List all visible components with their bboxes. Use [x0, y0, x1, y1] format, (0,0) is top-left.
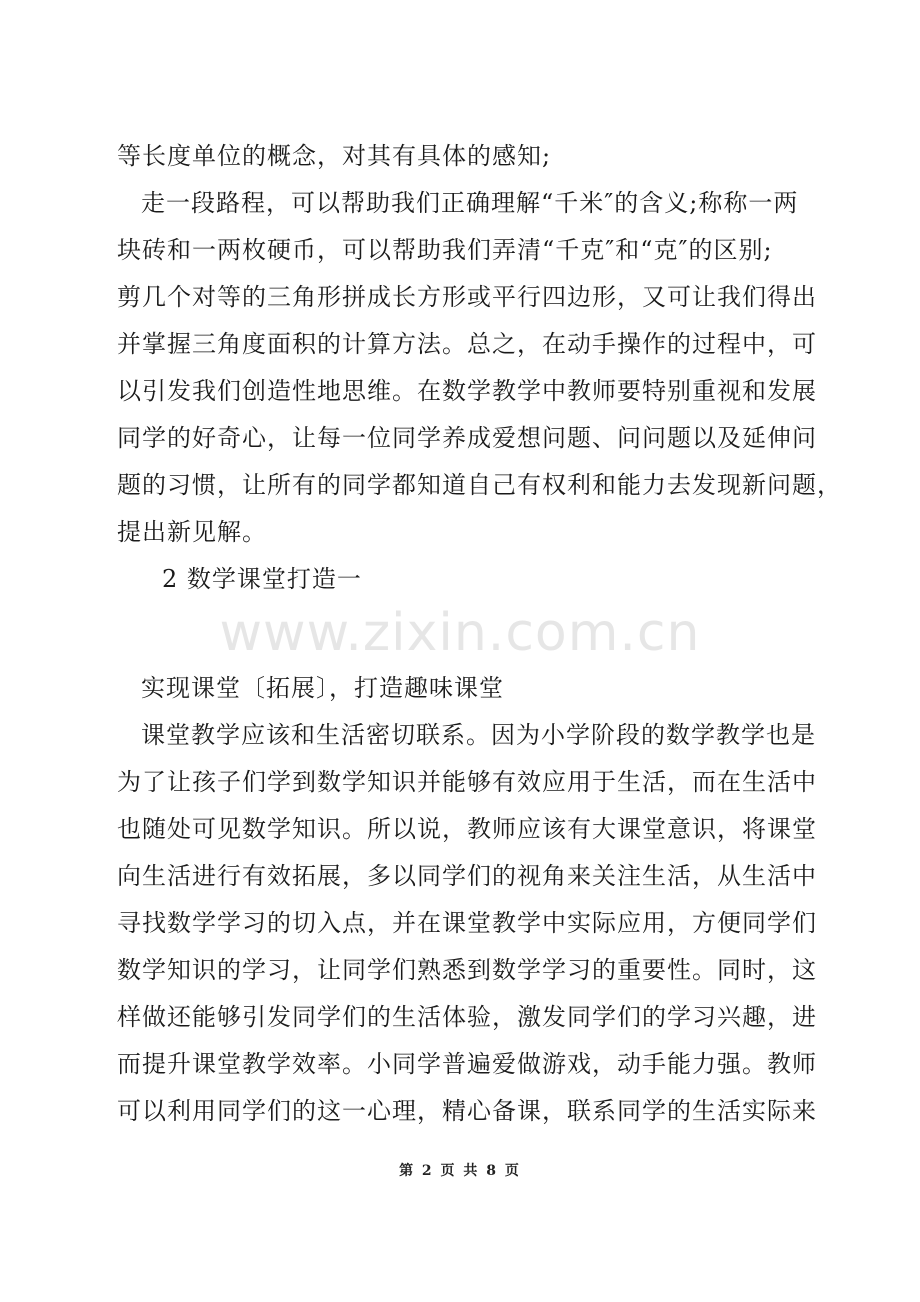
text-line: 可以利用同学们的这一心理，精心备课，联系同学的生活实际来 [117, 1097, 817, 1125]
text-line: 并掌握三角度面积的计算方法。总之，在动手操作的过程中，可 [117, 330, 817, 358]
text-line: 向生活进行有效拓展，多以同学们的视角来关注生活，从生活中 [117, 862, 817, 890]
page-number-footer: 第 2 页 共 8 页 [399, 1163, 521, 1179]
text-line: 块砖和一两枚硬币，可以帮助我们弄清“千克″和“克″的区别; [117, 236, 773, 264]
text-line: 样做还能够引发同学们的生活体验，激发同学们的学习兴趣，进 [117, 1003, 817, 1031]
text-line: 而提升课堂教学效率。小同学普遍爱做游戏，动手能力强。教师 [117, 1050, 817, 1078]
text-line: 走一段路程，可以帮助我们正确理解“千米″的含义;称称一两 [141, 189, 799, 217]
watermark: www.zixin.com.cn [219, 603, 701, 663]
text-line: 剪几个对等的三角形拼成长方形或平行四边形，又可让我们得出 [117, 283, 817, 311]
section-subheading: 实现课堂〔拓展〕，打造趣味课堂 [141, 674, 504, 702]
text-line: 以引发我们创造性地思维。在数学教学中教师要特别重视和发展 [117, 377, 817, 405]
text-line: 等长度单位的概念，对其有具体的感知; [117, 142, 552, 170]
text-line: 同学的好奇心，让每一位同学养成爱想问题、问问题以及延伸问 [117, 424, 817, 452]
section-heading: 2 数学课堂打造一 [162, 565, 362, 593]
text-line: 数学知识的学习，让同学们熟悉到数学学习的重要性。同时，这 [117, 956, 817, 984]
text-line: 提出新见解。 [117, 518, 267, 546]
text-line: 题的习惯，让所有的同学都知道自己有权利和能力去发现新问题， [117, 471, 842, 499]
text-line: 课堂教学应该和生活密切联系。因为小学阶段的数学教学也是 [141, 721, 816, 749]
text-line: 寻找数学学习的切入点，并在课堂教学中实际应用，方便同学们 [117, 909, 817, 937]
text-line: 也随处可见数学知识。所以说，教师应该有大课堂意识，将课堂 [117, 815, 817, 843]
text-line: 为了让孩子们学到数学知识并能够有效应用于生活，而在生活中 [117, 768, 817, 796]
